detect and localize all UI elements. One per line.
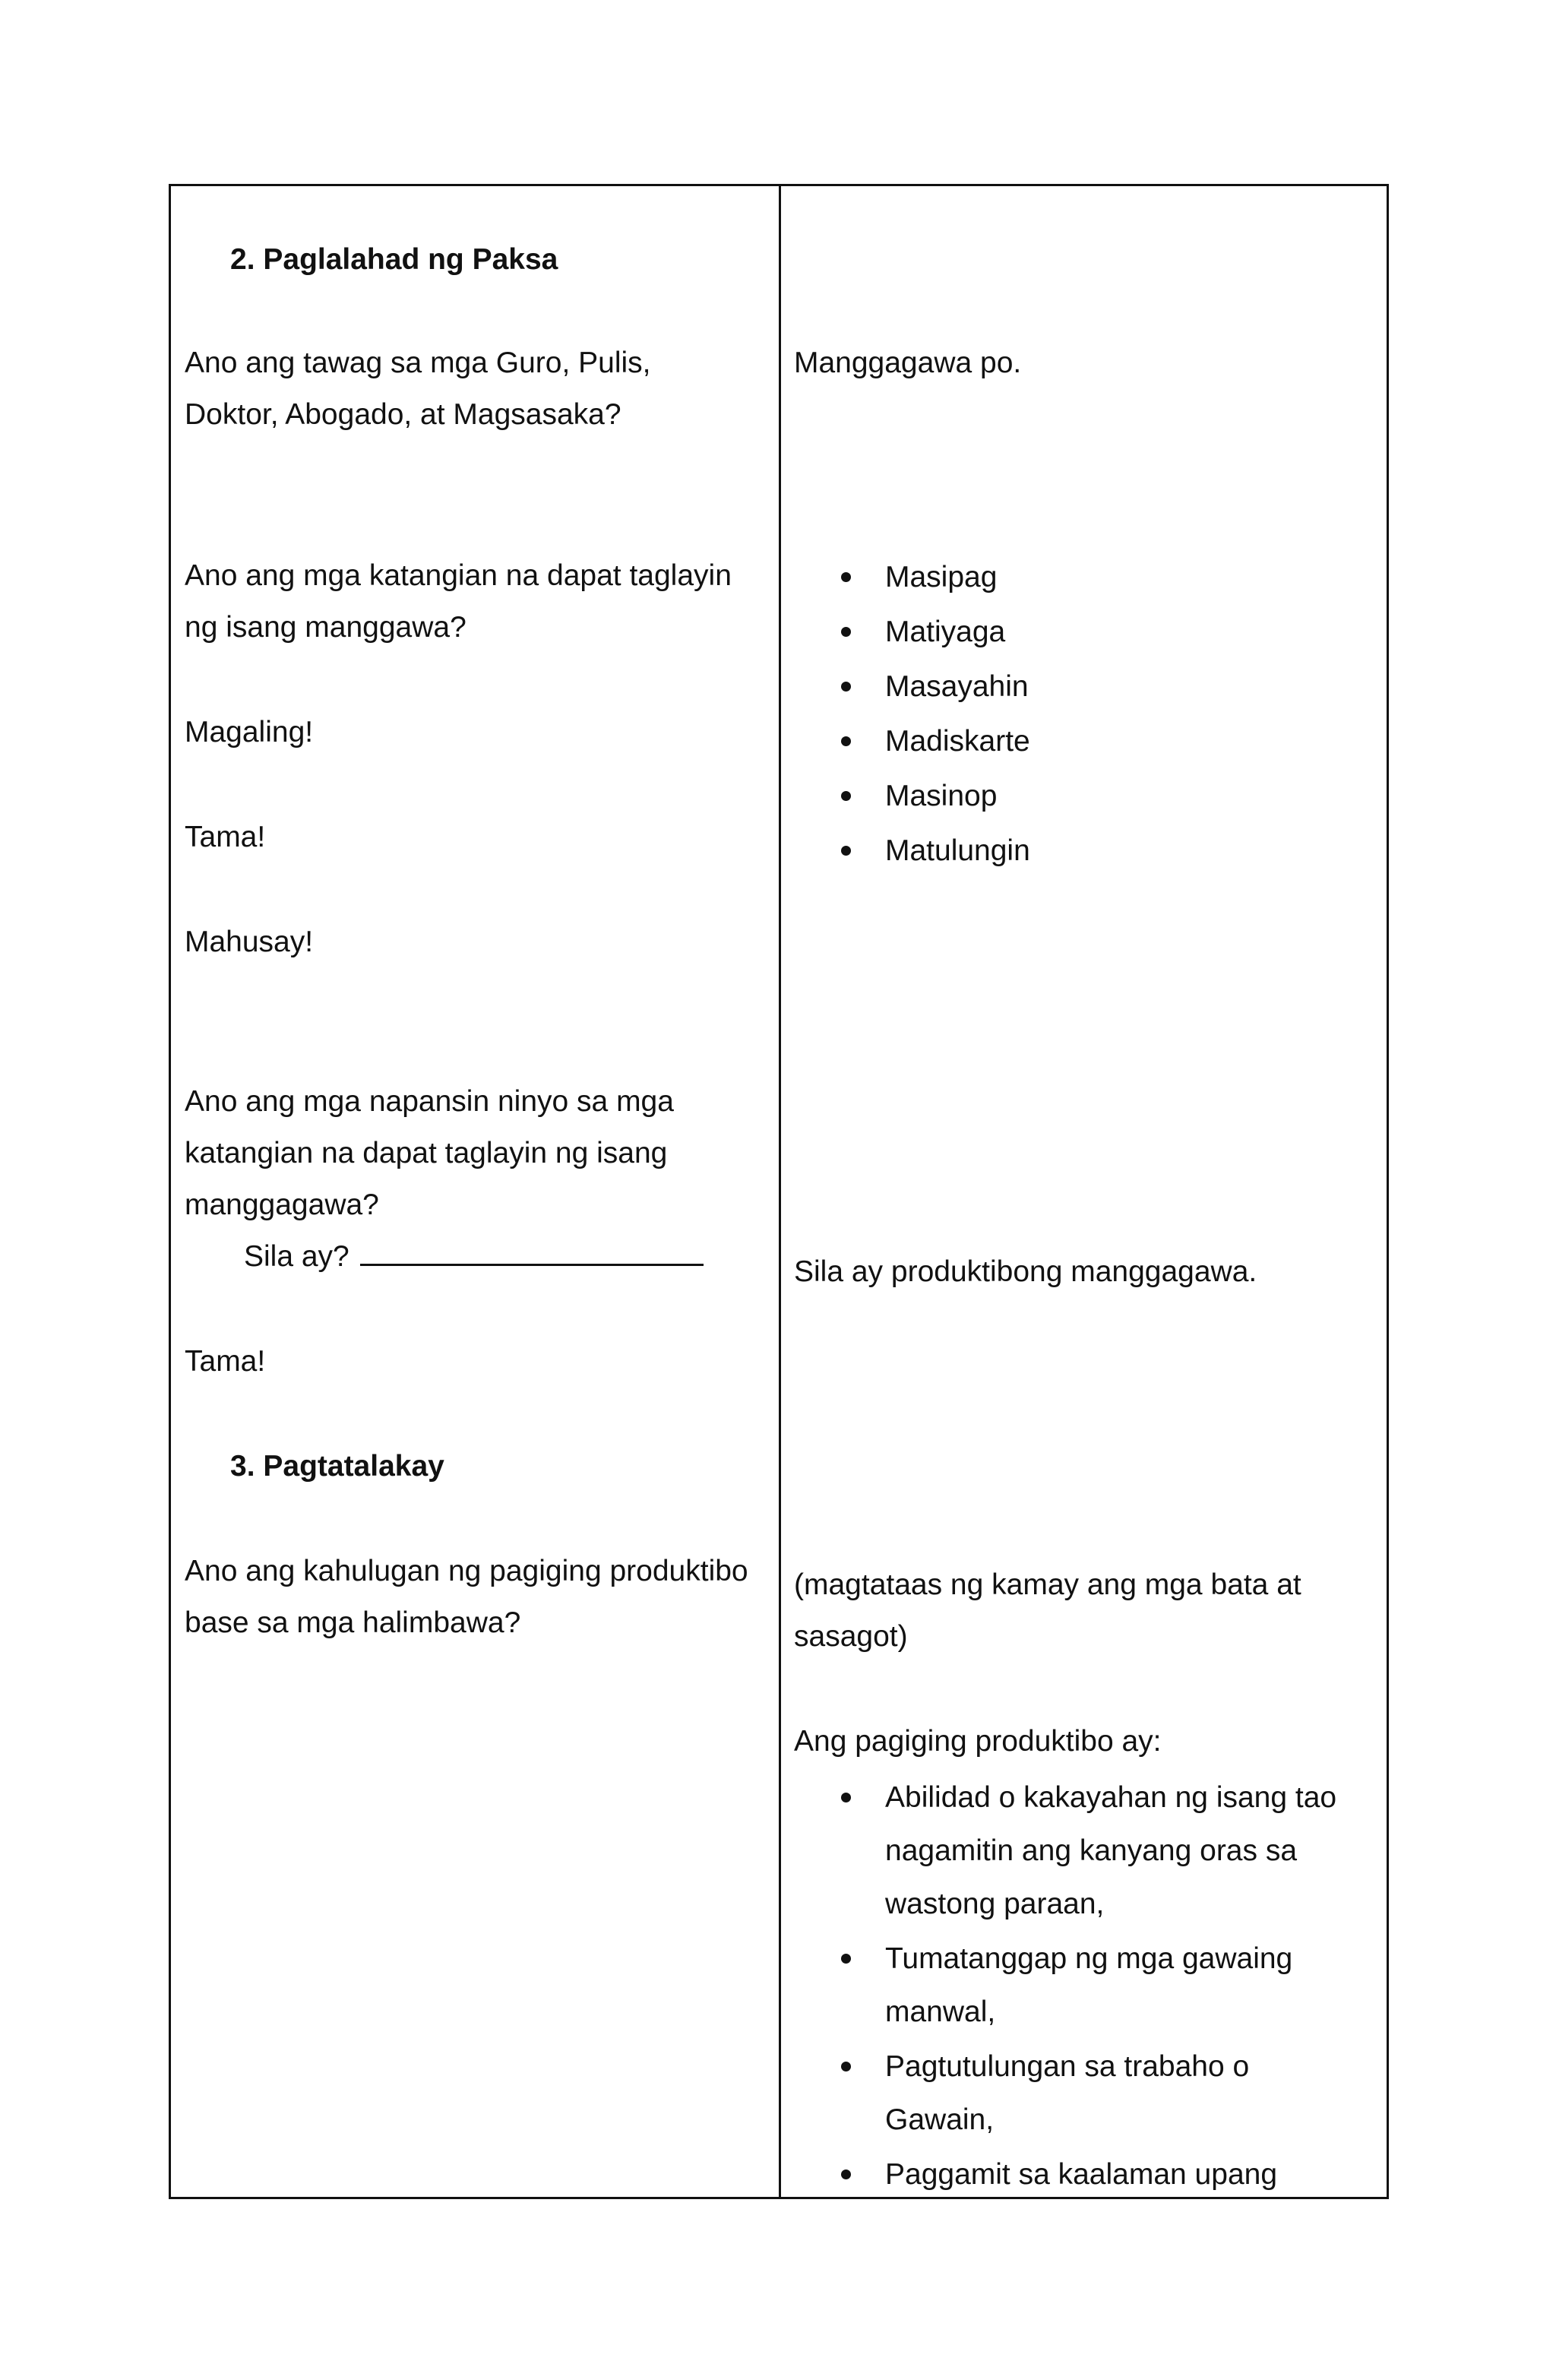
bullet-icon [841,846,851,856]
definition-continuation [794,1878,1336,1931]
definition-continuation [794,1825,1336,1878]
bullet-icon [841,1793,851,1802]
traits-list [794,551,1030,879]
trait-item [794,606,1030,660]
bullet-icon [841,2062,851,2071]
trait-label: Madiskarte [885,725,1030,758]
question-3-line-3: manggagawa? [185,1188,379,1221]
bullet-icon [841,1954,851,1964]
definition-line: manwal, [885,1995,996,2028]
question-2-line-1: Ano ang mga katangian na dapat taglayin [185,559,732,592]
trait-item [794,715,1030,770]
definition-continuation [794,1986,1336,2039]
trait-label: Masayahin [885,670,1029,703]
question-4-line-1: Ano ang kahulugan ng pagiging produktibo [185,1555,748,1587]
question-3-line-1: Ano ang mga napansin ninyo sa mga [185,1085,674,1118]
bullet-icon [841,572,851,582]
question-1-line-2: Doktor, Abogado, at Magsasaka? [185,398,621,431]
definition-item [794,1771,1336,1825]
trait-item [794,660,1030,715]
question-2-line-2: ng isang manggawa? [185,611,466,644]
bullet-icon [841,791,851,801]
bullet-icon [841,736,851,746]
definition-continuation [794,2094,1336,2147]
answer-3: Sila ay produktibong manggagawa. [794,1255,1257,1288]
definition-item [794,2148,1336,2201]
trait-label: Matiyaga [885,616,1006,648]
definition-line: Abilidad o kakayahan ng isang tao [885,1781,1337,1814]
answer-blank-line [360,1233,704,1266]
trait-label: Masinop [885,780,998,812]
praise-tama-2: Tama! [185,1345,266,1378]
trait-label: Masipag [885,561,998,593]
bullet-icon [841,627,851,637]
definition-line: Paggamit sa kaalaman upang [885,2158,1278,2191]
definition-line: wastong paraan, [885,1888,1105,1920]
trait-item [794,551,1030,606]
definition-item [794,1932,1336,1986]
section-3-heading: 3. Pagtatalakay [230,1450,444,1483]
definition-line: Tumatanggap ng mga gawaing [885,1942,1293,1975]
trait-label: Matulungin [885,834,1030,867]
question-4-line-2: base sa mga halimbawa? [185,1606,521,1639]
note-line-2: sasagot) [794,1620,908,1653]
answer-1: Manggagawa po. [794,347,1022,379]
bullet-icon [841,682,851,692]
lesson-table [169,184,1389,2199]
definition-line: nagamitin ang kanyang oras sa [885,1834,1298,1867]
column-divider [779,186,781,2197]
fill-in-prompt-label: Sila ay? [244,1240,349,1273]
definition-line: Pagtutulungan sa trabaho o [885,2050,1250,2083]
praise-tama: Tama! [185,821,266,853]
trait-item [794,770,1030,824]
definition-line: Gawain, [885,2103,995,2136]
praise-magaling: Magaling! [185,716,314,748]
question-1-line-1: Ano ang tawag sa mga Guro, Pulis, [185,347,651,379]
section-2-heading: 2. Paglalahad ng Paksa [230,243,558,276]
fill-in-prompt [244,1230,704,1283]
definitions-list [794,1771,1336,2201]
trait-item [794,824,1030,879]
definition-intro: Ang pagiging produktibo ay: [794,1725,1162,1758]
praise-mahusay: Mahusay! [185,926,314,958]
bullet-icon [841,2170,851,2179]
question-3-line-2: katangian na dapat taglayin ng isang [185,1137,668,1169]
note-line-1: (magtataas ng kamay ang mga bata at [794,1568,1301,1601]
definition-item [794,2040,1336,2094]
